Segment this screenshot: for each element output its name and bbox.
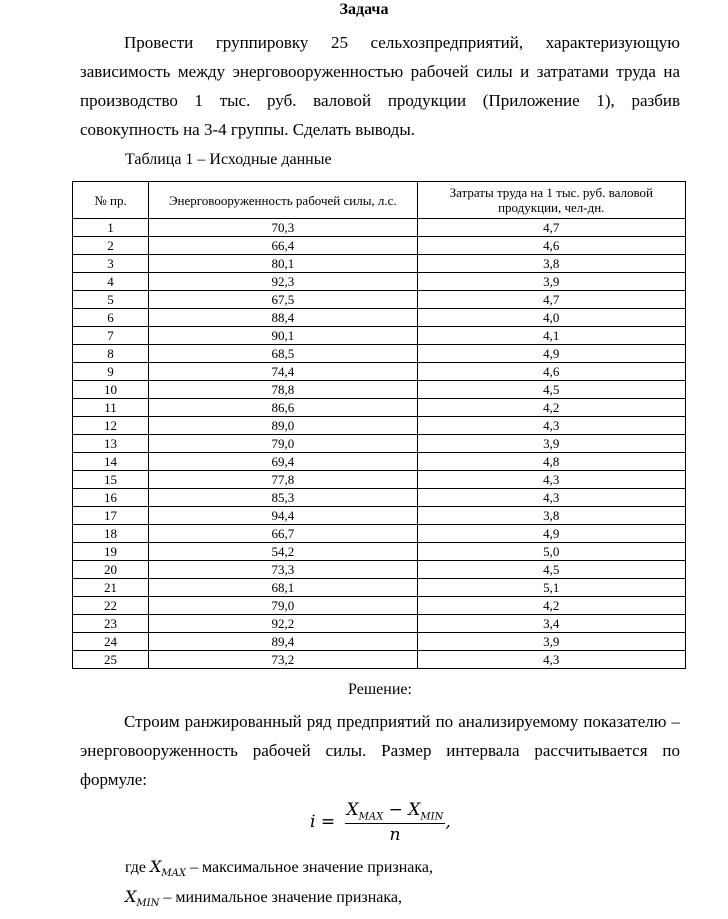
cell-enterprise-number: 24 [73,633,149,651]
table-row [73,489,686,507]
cell-power-supply: 73,2 [149,651,417,669]
cell-enterprise-number: 15 [73,471,149,489]
table-row [73,579,686,597]
cell-enterprise-number: 1 [73,219,149,237]
table-row [73,309,686,327]
cell-enterprise-number: 3 [73,255,149,273]
xmin-definition [125,887,402,909]
table-row [73,561,686,579]
cell-enterprise-number: 5 [73,291,149,309]
cell-labor-costs: 4,9 [417,345,685,363]
cell-power-supply: 92,2 [149,615,417,633]
table-row [73,471,686,489]
cell-enterprise-number: 6 [73,309,149,327]
cell-labor-costs: 4,5 [417,561,685,579]
cell-labor-costs: 4,7 [417,291,685,309]
table-row [73,525,686,543]
cell-enterprise-number: 14 [73,453,149,471]
table-row [73,363,686,381]
cell-power-supply: 66,7 [149,525,417,543]
cell-power-supply: 88,4 [149,309,417,327]
table-row [73,507,686,525]
table-row [73,399,686,417]
cell-power-supply: 77,8 [149,471,417,489]
cell-enterprise-number: 22 [73,597,149,615]
cell-enterprise-number: 20 [73,561,149,579]
cell-labor-costs: 4,0 [417,309,685,327]
formula-x-min: X [408,800,421,820]
cell-enterprise-number: 25 [73,651,149,669]
xmin-symbol: $X_{MIN}$ [125,887,160,910]
cell-labor-costs: 3,4 [417,615,685,633]
cell-labor-costs: 4,3 [417,417,685,435]
formula-fraction [345,800,446,845]
header-labor-costs: Затраты труда на 1 тыс. руб. валовой продукции, чел-дн. [417,182,685,219]
table-row [73,237,686,255]
table-row [73,453,686,471]
where-prefix: где [125,859,151,876]
cell-labor-costs: 4,3 [417,471,685,489]
table-row [73,291,686,309]
cell-power-supply: 66,4 [149,237,417,255]
table-row [73,597,686,615]
cell-enterprise-number: 9 [73,363,149,381]
cell-power-supply: 90,1 [149,327,417,345]
cell-labor-costs: 4,1 [417,327,685,345]
cell-labor-costs: 4,3 [417,489,685,507]
cell-enterprise-number: 23 [73,615,149,633]
table-body [73,219,686,669]
cell-enterprise-number: 11 [73,399,149,417]
table-caption: Таблица 1 – Исходные данные [125,151,332,168]
formula-lhs: i = [310,812,336,833]
cell-enterprise-number: 18 [73,525,149,543]
table-row [73,219,686,237]
cell-labor-costs: 4,6 [417,237,685,255]
table-row [73,543,686,561]
cell-labor-costs: 4,9 [417,525,685,543]
cell-power-supply: 68,5 [149,345,417,363]
cell-labor-costs: 5,1 [417,579,685,597]
table-row [73,633,686,651]
cell-power-supply: 67,5 [149,291,417,309]
cell-enterprise-number: 13 [73,435,149,453]
cell-labor-costs: 4,6 [417,363,685,381]
cell-labor-costs: 5,0 [417,543,685,561]
table-row [73,327,686,345]
formula-numerator [345,800,446,824]
cell-enterprise-number: 16 [73,489,149,507]
xmax-definition-text: – максимальное значение признака, [186,859,434,876]
cell-power-supply: 85,3 [149,489,417,507]
cell-power-supply: 86,6 [149,399,417,417]
header-enterprise-number: № пр. [73,182,149,219]
cell-enterprise-number: 10 [73,381,149,399]
cell-power-supply: 94,4 [149,507,417,525]
table-row [73,345,686,363]
table-row [73,651,686,669]
cell-enterprise-number: 19 [73,543,149,561]
cell-power-supply: 78,8 [149,381,417,399]
cell-power-supply: 92,3 [149,273,417,291]
table-row [73,273,686,291]
cell-enterprise-number: 21 [73,579,149,597]
cell-power-supply: 80,1 [149,255,417,273]
cell-enterprise-number: 17 [73,507,149,525]
solution-heading: Решение: [348,681,412,698]
table-row [73,615,686,633]
xmax-definition [125,857,433,879]
cell-power-supply: 68,1 [149,579,417,597]
cell-power-supply: 69,4 [149,453,417,471]
cell-power-supply: 89,0 [149,417,417,435]
cell-labor-costs: 4,5 [417,381,685,399]
cell-labor-costs: 3,8 [417,507,685,525]
table-row [73,381,686,399]
cell-power-supply: 79,0 [149,435,417,453]
xmin-definition-text: – минимальное значение признака, [159,889,403,906]
cell-labor-costs: 4,3 [417,651,685,669]
header-power-supply: Энерговооруженность рабочей силы, л.с. [149,182,417,219]
table-header-row [73,182,686,219]
table-row [73,417,686,435]
cell-power-supply: 54,2 [149,543,417,561]
formula-tail: , [445,812,451,833]
formula-denominator: n [389,825,401,846]
cell-labor-costs: 4,2 [417,597,685,615]
cell-power-supply: 73,3 [149,561,417,579]
cell-labor-costs: 3,9 [417,633,685,651]
cell-enterprise-number: 2 [73,237,149,255]
cell-labor-costs: 3,9 [417,273,685,291]
formula-x-min-sub: MIN [420,811,444,823]
cell-power-supply: 74,4 [149,363,417,381]
cell-labor-costs: 4,2 [417,399,685,417]
cell-labor-costs: 3,8 [417,255,685,273]
cell-enterprise-number: 12 [73,417,149,435]
cell-labor-costs: 4,7 [417,219,685,237]
table-row [73,435,686,453]
cell-power-supply: 70,3 [149,219,417,237]
task-title: Задача [339,1,389,18]
xmax-symbol: $X_{MAX}$ [150,857,186,880]
table-row [73,255,686,273]
cell-power-supply: 79,0 [149,597,417,615]
formula-minus: − [383,800,409,820]
task-text: Провести группировку 25 сельхозпредприятий, характеризующую зависимость между энерговооруженностью рабочей силы и затратами труда на производство 1 тыс. руб. валовой продукции (Приложение 1), разбив совокупность на 3-4 группы. Сделать выводы. [80,33,680,139]
cell-enterprise-number: 4 [73,273,149,291]
cell-labor-costs: 4,8 [417,453,685,471]
formula-x-max: X [346,800,359,820]
solution-text: Строим ранжированный ряд предприятий по анализируемому показателю – энерговооруженность рабочей силы. Размер интервала рассчитывается по формуле: [80,712,680,789]
interval-formula [310,800,451,845]
source-data-table [72,181,686,669]
cell-labor-costs: 3,9 [417,435,685,453]
cell-enterprise-number: 8 [73,345,149,363]
formula-x-max-sub: MAX [358,811,384,823]
cell-enterprise-number: 7 [73,327,149,345]
cell-power-supply: 89,4 [149,633,417,651]
